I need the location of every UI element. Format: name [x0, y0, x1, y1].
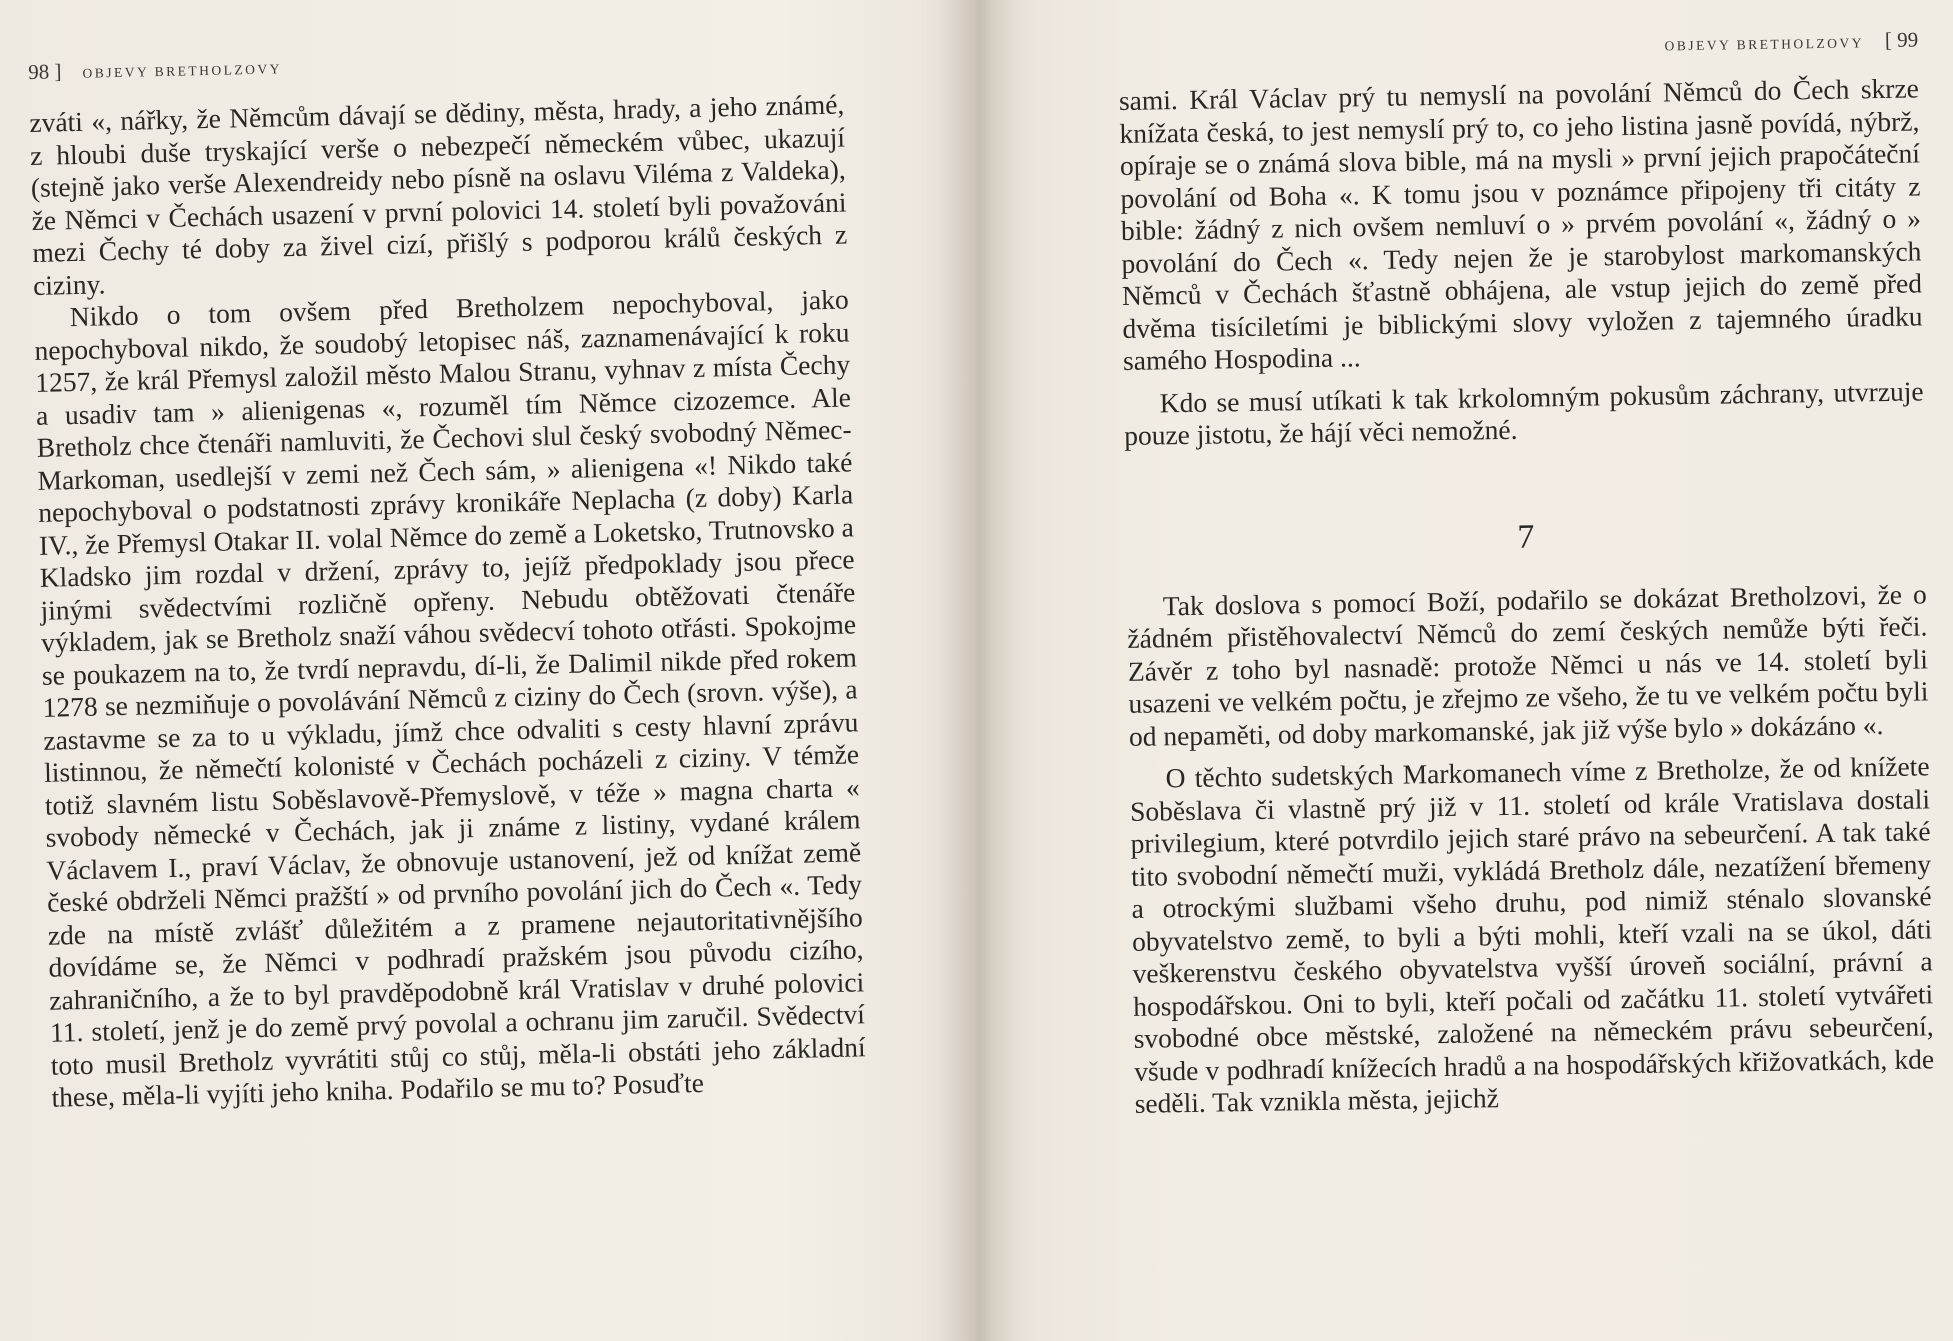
book-gutter [920, 0, 1040, 1341]
right-running-title: OBJEVY BRETHOLZOVY [1664, 35, 1865, 54]
left-paragraph-2: Nikdo o tom ovšem před Bretholzem nepochyboval, jako nepochyboval nikdo, že soudobý letopisec náš, zaznamenávající k roku 1257, že král Přemysl založil město Malou Stranu, vyhnav z místa Čechy a usadiv tam » alienigenas «, rozuměl tím Němce cizozemce. Ale Bretholz chce čtenáři namluviti, že Čechovi slul český svobodný Němec-Markoman, usedlejší v zemi než Čech sám, » alienigena «! Nikdo také nepochyboval o podstatnosti zprávy kronikáře Neplacha (z doby) Karla IV., že Přemysl Otakar II. volal Němce do země a Loketsko, Trutnovsko a Kladsko jim rozdal v držení, zprávy to, jejíž předpoklady jsou přece jinými svědectvími rozličně opřeny. Nebudu obtěžovati čtenáře výkladem, jak se Bretholz snaží váhou svědecví tohoto otřásti. Spokojme se poukazem na to, že tvrdí nepravdu, dí-li, že Dalimil nikde před rokem 1278 se nezmiňuje o povolávání Němců z ciziny do Čech (srovn. výše), a zastavme se za to u výkladu, jímž chce odvaliti s cesty hlavní zprávu listinnou, že němečtí kolonisté v Čechách pocházeli z ciziny. V témže totiž slavném listu Soběslavově-Přemyslově, v téže » magna charta « svobody německé v Čechách, jak ji známe z listiny, vydané králem Václavem I., praví Václav, že obnovuje ustanovení, jež od knížat země české obdrželi Němci pražští » od prvního povolání jich do Čech «. Tedy zde na místě zvlášť důležitém a z pramene nejautoritativnějšího dovídáme se, že Němci v podhradí pražském jsou původu cizího, zahraničního, a že to byl pravděpodobně král Vratislav v druhé polovici 11. století, jenž je do země prvý povolal a ochranu jim zaručil. Svědectví toto musil Bretholz vyvrátiti stůj co stůj, měla-li obstáti jeho základní these, měla-li vyjíti jeho kniha. Podařilo se mu to? Posuďte [34, 283, 866, 1113]
right-page [1118, 27, 1935, 1120]
left-page [28, 42, 867, 1115]
left-paragraph-1: zváti «, nářky, že Němcům dávají se dědiny, města, hrady, a jeho známé, z hloubi duše tryskající verše o nebezpečí německém vůbec, ukazují (stejně jako verše Alexendreidy nebo písně na oslavu Viléma z Valdeka), že Němci v Čechách usazení v první polovici 14. století byli považováni mezi Čechy té doby za živel cizí, přišlý s podporou králů českých z ciziny. [29, 88, 848, 301]
right-paragraph-3: Tak doslova s pomocí Boží, podařilo se dokázat Bretholzovi, že o žádném přistěhovalectví Němců do zemí českých nemůže býti řeči. Závěr z toho byl nasnadě: protože Němci u nás ve 14. století byli usazeni ve velkém počtu, je zřejmo ze všeho, že tu ve velkém počtu byli od nepaměti, od doby markomanské, jak již výše bylo » dokázáno «. [1127, 577, 1929, 752]
right-paragraph-2: Kdo se musí utíkati k tak krkolomným pokusům záchrany, utvrzuje pouze jistotu, že hájí věci nemožné. [1123, 374, 1924, 451]
right-page-number: [ 99 [1884, 27, 1919, 52]
left-running-title: OBJEVY BRETHOLZOVY [82, 61, 283, 81]
left-running-head [28, 42, 843, 85]
right-page-body [1119, 72, 1935, 1120]
left-page-number: 98 ] [28, 59, 62, 84]
right-paragraph-4: O těchto sudetských Markomanech víme z Bretholze, že od knížete Soběslava či vlastně prý již v 11. století od krále Vratislava dostali privilegium, které potvrdilo jejich staré právo na sebeurčení. A tak také tito svobodní němečtí muži, vykládá Bretholz dále, nezatížení břemeny a otrockými službami všeho druhu, pod nimiž sténalo slovanské obyvatelstvo země, to byli a býti mohli, kteří vzali na se úkol, dáti veškerenstvu českého obyvatelstva vyšší úroveň sociální, právní a hospodářskou. Oni to byli, kteří počali od začátku 11. století vytvářeti svobodné obce městské, založené na německém právu sebeurčení, všude v podhradí knížecích hradů a na hospodářských křižovatkách, kde seděli. Tak vznikla města, jejichž [1129, 750, 1935, 1119]
right-running-head [1118, 27, 1918, 65]
right-paragraph-1: sami. Král Václav prý tu nemyslí na povolání Němců do Čech skrze knížata česká, to jest nemyslí prý to, co jeho listina jasně povídá, nýbrž, opíraje se o známá slova bible, má na mysli » první jejich prapočáteční povolání od Boha «. K tomu jsou v poznámce připojeny tři citáty z bible: žádný z nich ovšem nemluví o » prvém povolání «, žádný o » povolání do Čech «. Tedy nejen že je starobylost markomanských Němců v Čechách šťastně obhájena, ale vstup jejich do země před dvěma tisíciletími je biblickými slovy vyložen z tajemného úradku samého Hospodina ... [1118, 72, 1923, 376]
left-page-body [29, 88, 867, 1114]
chapter-number: 7 [1517, 518, 1535, 556]
